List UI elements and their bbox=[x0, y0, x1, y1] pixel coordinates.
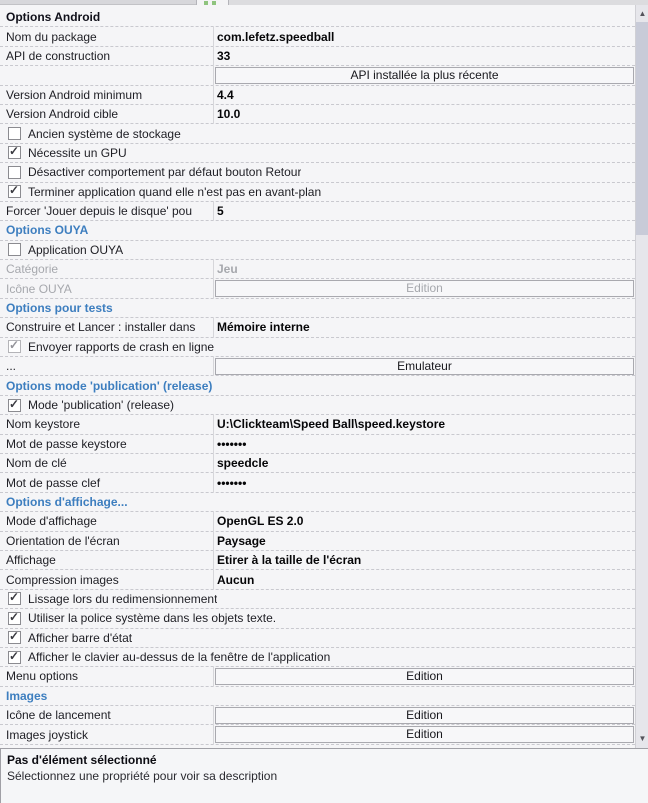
property-label[interactable]: Orientation de l'écran bbox=[6, 533, 120, 548]
grid-row-checkbox bbox=[0, 241, 635, 260]
property-label[interactable]: Forcer 'Jouer depuis le disque' pou bbox=[6, 204, 193, 219]
scrollbar-thumb[interactable] bbox=[636, 22, 648, 235]
grid-row-field bbox=[0, 454, 635, 473]
property-value-cell[interactable] bbox=[213, 551, 635, 569]
checkbox-label[interactable]: Nécessite un GPU bbox=[28, 145, 127, 160]
property-grid bbox=[0, 5, 635, 748]
grid-row-field bbox=[0, 260, 635, 279]
property-value[interactable]: 33 bbox=[217, 48, 231, 63]
property-value-cell[interactable] bbox=[213, 415, 635, 433]
grid-row-section bbox=[0, 221, 635, 240]
edition-button[interactable]: Edition bbox=[215, 668, 634, 685]
grid-row-field bbox=[0, 551, 635, 570]
check-icon: ✓ bbox=[9, 609, 20, 624]
description-panel bbox=[0, 748, 648, 803]
checkbox[interactable] bbox=[8, 166, 21, 179]
grid-row-field bbox=[0, 570, 635, 589]
grid-row-section bbox=[0, 493, 635, 512]
property-label[interactable]: Catégorie bbox=[6, 262, 59, 277]
section-header: Options d'affichage... bbox=[6, 494, 128, 509]
property-value-cell[interactable] bbox=[213, 202, 635, 220]
grid-row-checkbox bbox=[0, 183, 635, 202]
checkbox[interactable] bbox=[8, 127, 21, 140]
property-value-cell[interactable] bbox=[213, 473, 635, 491]
property-label[interactable]: Nom keystore bbox=[6, 417, 81, 432]
grid-row-field bbox=[0, 86, 635, 105]
checkbox-label[interactable]: Mode 'publication' (release) bbox=[28, 398, 174, 412]
check-icon: ✓ bbox=[9, 648, 20, 663]
grid-row-button bbox=[0, 66, 635, 85]
property-value[interactable]: com.lefetz.speedball bbox=[217, 29, 335, 44]
grid-row-checkbox bbox=[0, 590, 635, 609]
property-label[interactable]: Version Android minimum bbox=[6, 87, 143, 102]
grid-row-checkbox bbox=[0, 338, 635, 357]
property-value-cell[interactable] bbox=[213, 86, 635, 104]
property-value[interactable]: Aucun bbox=[217, 572, 255, 587]
property-value[interactable]: ••••••• bbox=[217, 475, 247, 490]
grid-row-field bbox=[0, 105, 635, 124]
checkbox[interactable] bbox=[8, 396, 21, 412]
checkbox[interactable] bbox=[8, 185, 21, 198]
edition-button: Edition bbox=[215, 280, 634, 297]
button-cell bbox=[213, 706, 635, 724]
vertical-scrollbar[interactable] bbox=[635, 5, 648, 748]
property-value-cell[interactable] bbox=[213, 27, 635, 45]
grid-row-checkbox bbox=[0, 163, 635, 182]
check-icon: ✓ bbox=[9, 396, 20, 411]
grid-row-field bbox=[0, 473, 635, 492]
checkbox-label[interactable]: Terminer application quand elle n'est pas en avant-plan bbox=[28, 184, 322, 199]
property-value[interactable]: Etirer à la taille de l'écran bbox=[217, 553, 362, 568]
checkbox-label[interactable]: Afficher le clavier au-dessus de la fenêtre de l'application bbox=[28, 650, 331, 665]
property-value-cell[interactable] bbox=[213, 260, 635, 278]
grid-row-field bbox=[0, 47, 635, 66]
property-label[interactable]: Construire et Lancer : installer dans bbox=[6, 320, 196, 335]
check-icon: ✓ bbox=[9, 338, 20, 353]
button-cell bbox=[213, 667, 635, 685]
check-icon: ✓ bbox=[9, 629, 20, 644]
property-label bbox=[0, 66, 213, 84]
grid-row-button bbox=[0, 279, 635, 298]
property-label[interactable]: Compression images bbox=[6, 572, 119, 587]
property-label: Icône OUYA bbox=[6, 281, 72, 296]
grid-row-field bbox=[0, 532, 635, 551]
grid-row-field bbox=[0, 512, 635, 531]
property-label: Menu options bbox=[6, 669, 79, 684]
check-icon: ✓ bbox=[9, 144, 20, 159]
checkbox-label[interactable]: Application OUYA bbox=[28, 242, 124, 257]
property-value-cell[interactable] bbox=[213, 512, 635, 530]
checkbox-label[interactable]: Utiliser la police système dans les objets texte. bbox=[28, 611, 277, 626]
grid-row-section bbox=[0, 8, 635, 27]
property-value[interactable]: ••••••• bbox=[217, 436, 247, 451]
grid-row-section bbox=[0, 376, 635, 395]
property-value[interactable]: 4.4 bbox=[217, 87, 234, 102]
section-header: Options Android bbox=[6, 10, 101, 25]
checkbox[interactable] bbox=[8, 592, 21, 605]
checkbox-label[interactable]: Ancien système de stockage bbox=[28, 126, 181, 141]
property-label[interactable]: Nom du package bbox=[6, 29, 97, 44]
grid-row-field bbox=[0, 318, 635, 337]
check-icon: ✓ bbox=[9, 183, 20, 198]
grid-row-button bbox=[0, 706, 635, 725]
edition-button[interactable]: Edition bbox=[215, 726, 634, 743]
checkbox-label[interactable]: Désactiver comportement par défaut bouton Retour bbox=[28, 165, 302, 180]
description-subtitle: Sélectionnez une propriété pour voir sa description bbox=[7, 769, 278, 783]
grid-row-checkbox bbox=[0, 144, 635, 163]
property-value[interactable]: Paysage bbox=[217, 533, 266, 548]
grid-row-button bbox=[0, 667, 635, 686]
scroll-down-icon[interactable]: ▼ bbox=[638, 734, 647, 743]
emulateur-button[interactable]: Emulateur bbox=[215, 358, 634, 375]
check-icon: ✓ bbox=[9, 590, 20, 605]
property-label[interactable]: Mot de passe clef bbox=[6, 475, 101, 490]
property-value-cell[interactable] bbox=[213, 454, 635, 472]
description-title: Pas d'élément sélectionné bbox=[7, 753, 157, 767]
property-label[interactable]: Version Android cible bbox=[6, 107, 119, 122]
property-value[interactable]: 5 bbox=[217, 204, 224, 219]
property-label[interactable]: Mot de passe keystore bbox=[6, 436, 127, 451]
button-cell bbox=[213, 279, 635, 297]
grid-row-field bbox=[0, 415, 635, 434]
grid-row-button bbox=[0, 357, 635, 376]
grid-row-checkbox bbox=[0, 609, 635, 628]
button-cell bbox=[213, 66, 635, 84]
grid-row-section bbox=[0, 299, 635, 318]
property-value-cell[interactable] bbox=[213, 435, 635, 453]
property-value[interactable]: Mémoire interne bbox=[217, 320, 310, 335]
property-value-cell[interactable] bbox=[213, 47, 635, 65]
scroll-up-icon[interactable]: ▲ bbox=[638, 9, 647, 18]
grid-row-checkbox bbox=[0, 124, 635, 143]
checkbox[interactable] bbox=[8, 340, 21, 353]
edition-button[interactable]: Edition bbox=[215, 707, 634, 724]
property-value[interactable]: speedcle bbox=[217, 456, 269, 471]
property-value[interactable]: OpenGL ES 2.0 bbox=[217, 514, 304, 529]
property-label: Images joystick bbox=[6, 727, 89, 742]
section-header: Options mode 'publication' (release) bbox=[6, 378, 213, 393]
api-install-e-la-plus-r-cente-button[interactable]: API installée la plus récente bbox=[215, 67, 634, 84]
property-value-cell[interactable] bbox=[213, 318, 635, 336]
property-label[interactable]: API de construction bbox=[6, 48, 111, 63]
property-label: Icône de lancement bbox=[6, 708, 111, 723]
section-header: Options pour tests bbox=[6, 301, 113, 316]
button-cell bbox=[213, 725, 635, 743]
property-label[interactable]: Affichage bbox=[6, 553, 56, 568]
checkbox-label[interactable]: Lissage lors du redimensionnement bbox=[28, 591, 218, 606]
property-value-cell[interactable] bbox=[213, 532, 635, 550]
property-value[interactable]: Jeu bbox=[217, 262, 238, 277]
grid-row-button bbox=[0, 725, 635, 744]
checkbox-label[interactable]: Envoyer rapports de crash en ligne bbox=[28, 339, 215, 354]
section-header: Images bbox=[6, 688, 48, 703]
checkbox[interactable] bbox=[8, 146, 21, 159]
property-value-cell[interactable] bbox=[213, 570, 635, 588]
property-label: ... bbox=[6, 359, 17, 374]
property-value-cell[interactable] bbox=[213, 105, 635, 123]
grid-row-field bbox=[0, 435, 635, 454]
section-header: Options OUYA bbox=[6, 223, 89, 238]
grid-row-checkbox bbox=[0, 629, 635, 648]
button-cell bbox=[213, 357, 635, 375]
property-value[interactable]: U:\Clickteam\Speed Ball\speed.keystore bbox=[217, 417, 446, 432]
grid-row-field bbox=[0, 202, 635, 221]
checkbox-label[interactable]: Afficher barre d'état bbox=[28, 630, 133, 645]
grid-row-checkbox bbox=[0, 396, 635, 415]
checkbox[interactable] bbox=[8, 648, 21, 664]
grid-row-field bbox=[0, 27, 635, 46]
checkbox[interactable] bbox=[8, 631, 21, 644]
checkbox[interactable] bbox=[8, 243, 21, 256]
grid-row-checkbox bbox=[0, 648, 635, 667]
grid-row-section bbox=[0, 687, 635, 706]
property-label[interactable]: Mode d'affichage bbox=[6, 514, 97, 529]
property-label[interactable]: Nom de clé bbox=[6, 456, 67, 471]
property-value[interactable]: 10.0 bbox=[217, 107, 241, 122]
checkbox[interactable] bbox=[8, 609, 21, 625]
